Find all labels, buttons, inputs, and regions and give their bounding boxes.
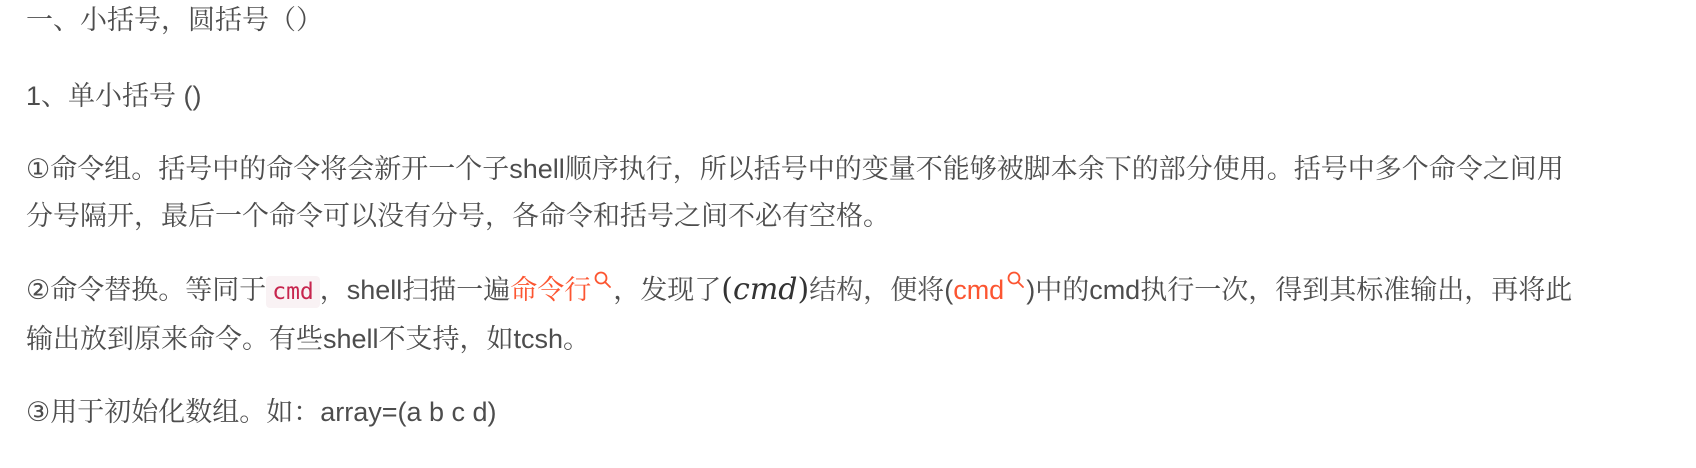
item2-paren-open: (: [944, 275, 954, 305]
item2-mid3: 结构，: [809, 275, 891, 306]
paragraph-command-substitution: [26, 266, 1586, 363]
inline-code-cmd: cmd: [266, 276, 320, 308]
command-line-link-label: 命令行: [510, 275, 592, 305]
item2-suffix: )中的cmd执行一次，得到其标准输出，再将此输出放到原来命令。有些shell不支持，如tcsh。: [26, 275, 1573, 354]
cmd-link-label: cmd: [953, 275, 1005, 305]
item2-mid4: 便将: [890, 275, 945, 306]
search-icon: [1006, 270, 1026, 290]
subsection-heading: 1、单小括号 (): [26, 81, 202, 111]
cmd-link[interactable]: [953, 275, 1026, 305]
item2-mid1: ，shell扫描一遍: [319, 275, 511, 305]
section-heading: 一、小括号，圆括号（）: [26, 5, 323, 35]
paragraph-command-group: ①命令组。括号中的命令将会新开一个子shell顺序执行，所以括号中的变量不能够被脚本余下的部分使用。括号中多个命令之间用分号隔开，最后一个命令可以没有分号，各命令和括号之间不必有空格。: [26, 154, 1564, 231]
math-close-paren: ): [797, 272, 810, 307]
math-variable: cmd: [733, 272, 798, 307]
item2-prefix: ②命令替换。等同于: [26, 275, 267, 305]
command-line-link[interactable]: [510, 275, 613, 305]
math-open-paren: (: [721, 272, 734, 307]
paragraph-array-init: ③用于初始化数组。如：array=(a b c d): [26, 397, 497, 427]
item2-mid2: ，发现了: [613, 275, 722, 305]
search-icon: [593, 270, 613, 290]
math-expression: [721, 272, 809, 307]
